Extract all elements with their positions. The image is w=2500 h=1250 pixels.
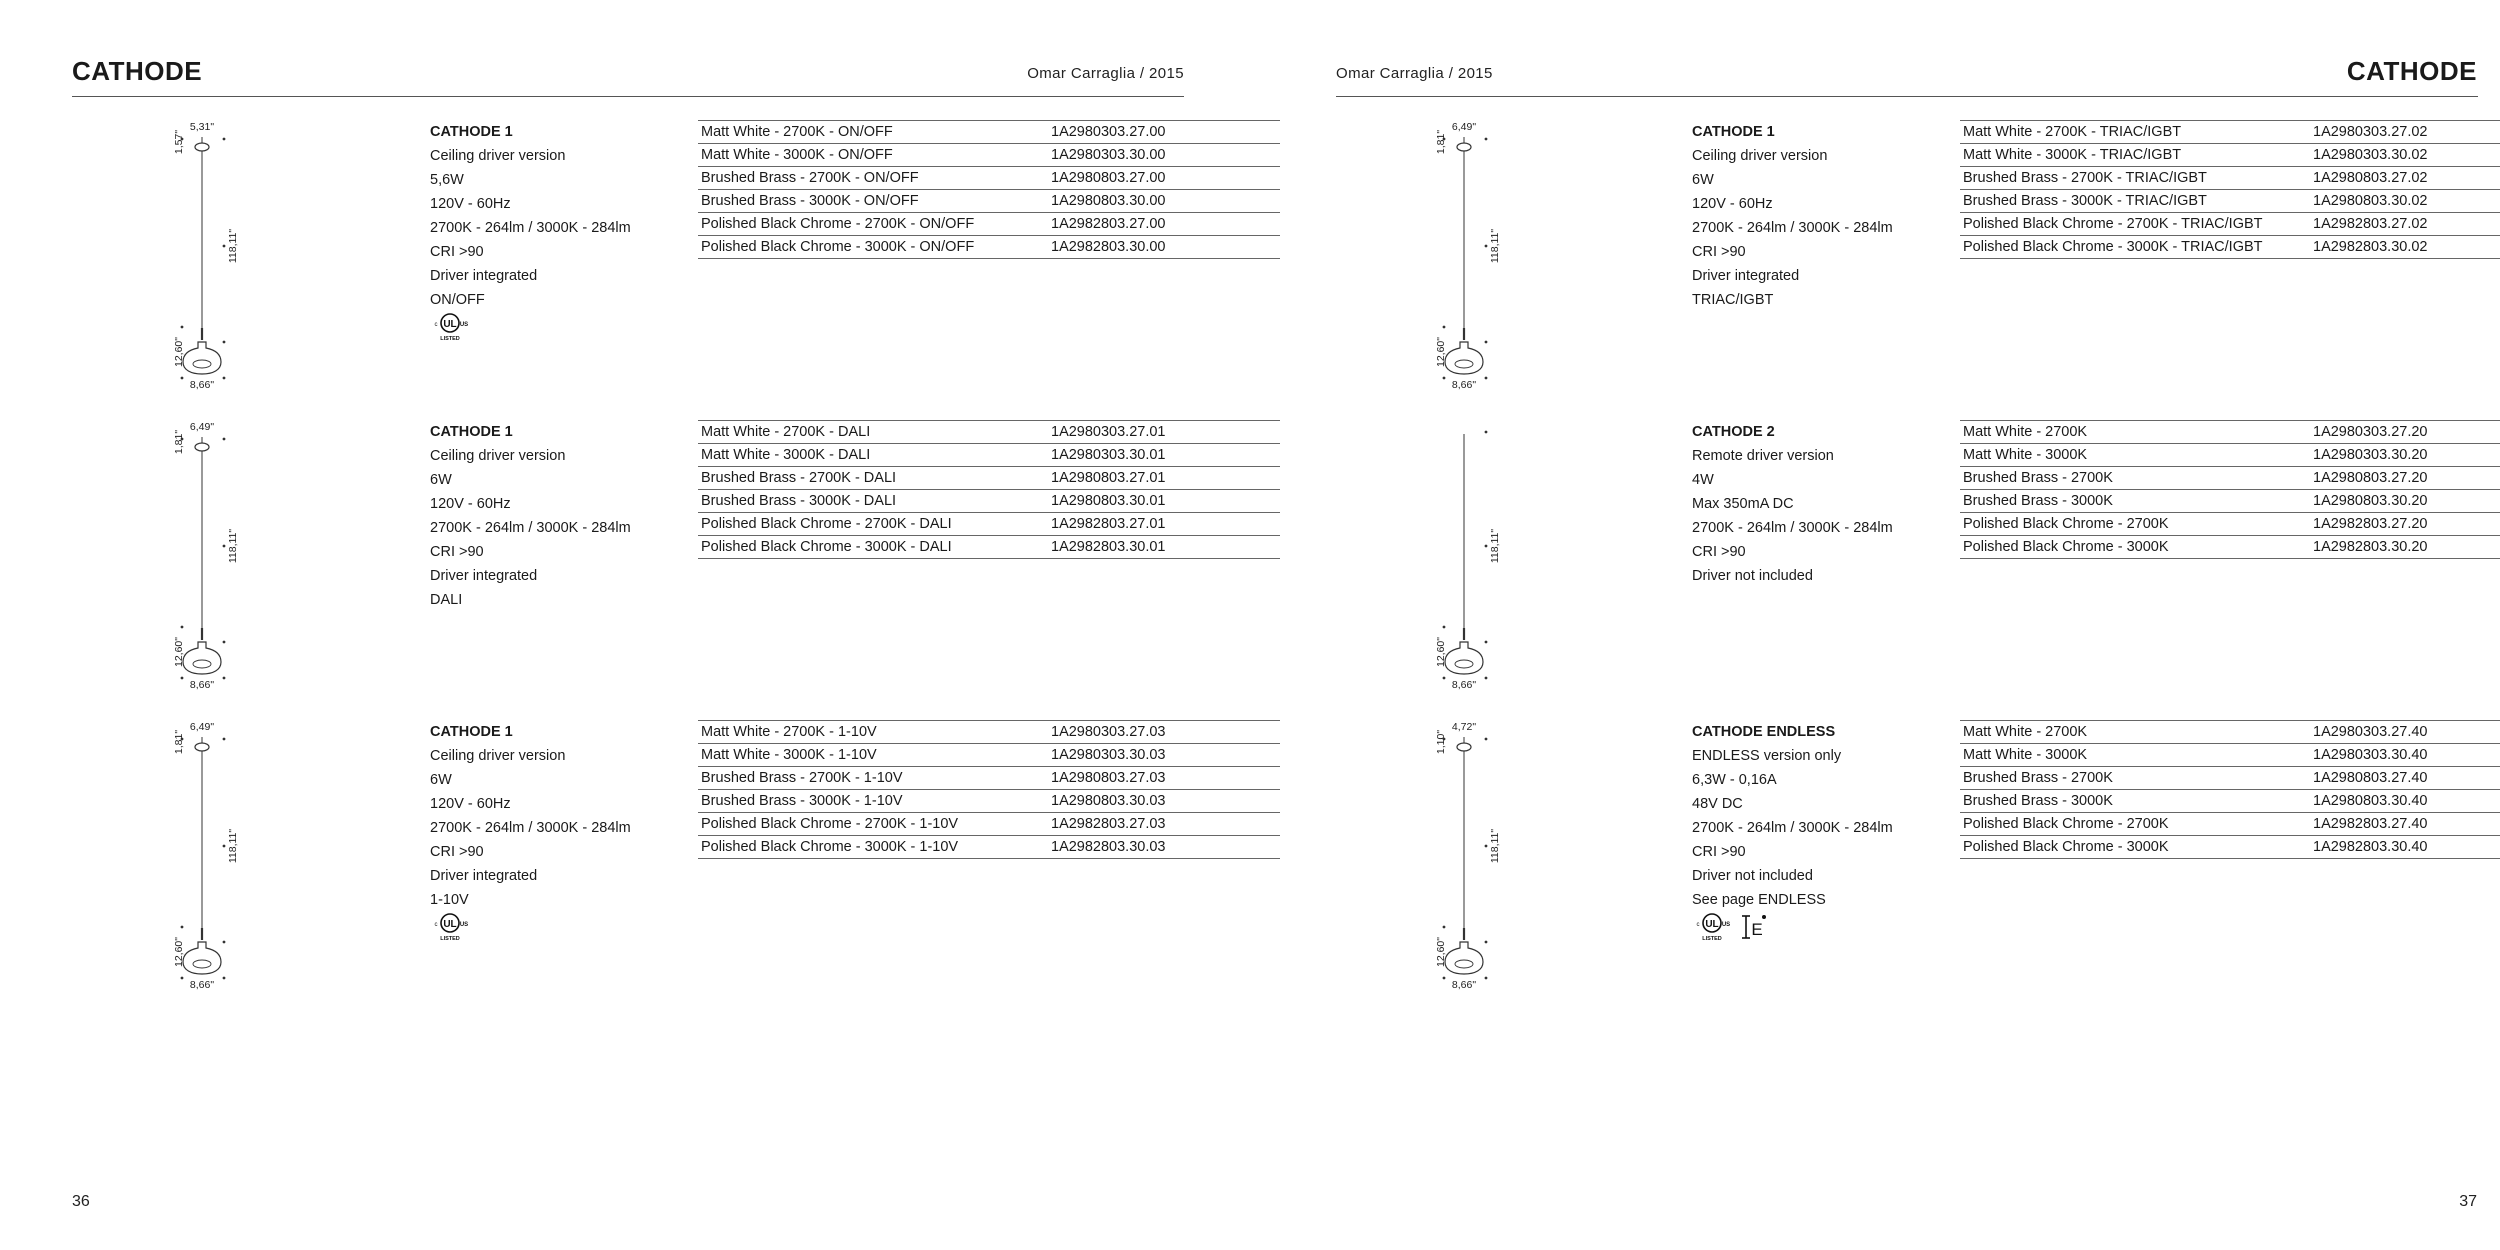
variant-label: Polished Black Chrome - 3000K - ON/OFF (701, 239, 975, 255)
page-right (1250, 0, 2500, 1250)
article-code: 1A2980803.30.00 (1051, 193, 1166, 209)
variant-label: Matt White - 3000K - ON/OFF (701, 147, 893, 163)
product-name: CATHODE 1 (430, 424, 513, 440)
article-code: 1A2980303.30.40 (2313, 747, 2428, 763)
spec-line: 2700K - 264lm / 3000K - 284lm (1692, 520, 1893, 536)
article-code: 1A2980303.30.03 (1051, 747, 1166, 763)
article-code: 1A2980803.30.40 (2313, 793, 2428, 809)
table-row (698, 190, 1280, 213)
dim-canopy-width: 5,31" (189, 121, 215, 133)
spec-line: Ceiling driver version (430, 448, 566, 464)
article-code: 1A2980803.27.01 (1051, 470, 1166, 486)
spec-line: Ceiling driver version (430, 148, 566, 164)
variant-label: Matt White - 3000K - 1-10V (701, 747, 877, 763)
dim-head-diameter: 8,66" (189, 979, 215, 990)
spec-line: 120V - 60Hz (430, 196, 511, 212)
table-row (698, 513, 1280, 536)
variant-label: Matt White - 2700K - TRIAC/IGBT (1963, 124, 2182, 140)
pendant-dimension-drawing (1430, 420, 1550, 690)
svg-text:LISTED: LISTED (440, 936, 460, 942)
page-number: 37 (2459, 1193, 2477, 1210)
certification-icons (430, 312, 695, 342)
table-row (698, 836, 1280, 859)
table-row (1960, 513, 2500, 536)
spec-line: 2700K - 264lm / 3000K - 284lm (1692, 820, 1893, 836)
table-row (1960, 536, 2500, 559)
table-row (698, 236, 1280, 259)
variant-label: Polished Black Chrome - 2700K (1963, 516, 2169, 532)
pendant-dimension-drawing (1430, 120, 1550, 390)
spec-line: 120V - 60Hz (430, 496, 511, 512)
dim-head-diameter: 8,66" (1451, 379, 1477, 390)
variant-label: Brushed Brass - 2700K - DALI (701, 470, 897, 486)
table-row (1960, 444, 2500, 467)
spec-line: CRI >90 (430, 244, 484, 260)
article-code: 1A2982803.27.01 (1051, 516, 1166, 532)
spec-line: Driver not included (1692, 568, 1813, 584)
designer-credit: Omar Carraglia / 2015 (1336, 65, 1493, 82)
spec-line: 2700K - 264lm / 3000K - 284lm (430, 520, 631, 536)
variant-label: Polished Black Chrome - 2700K - TRIAC/IGBT (1963, 216, 2263, 232)
spec-list (430, 120, 695, 342)
spec-line: CRI >90 (430, 844, 484, 860)
variant-table (1960, 720, 2500, 859)
dim-canopy-width: 6,49" (189, 721, 215, 733)
article-code: 1A2982803.27.00 (1051, 216, 1166, 232)
variant-label: Brushed Brass - 3000K (1963, 793, 2113, 809)
table-row (1960, 836, 2500, 859)
variant-label: Brushed Brass - 2700K - TRIAC/IGBT (1963, 170, 2207, 186)
spec-line: CRI >90 (1692, 844, 1746, 860)
page-title: CATHODE (72, 56, 203, 86)
product-block (1430, 420, 2500, 690)
spec-line: 2700K - 264lm / 3000K - 284lm (430, 220, 631, 236)
article-code: 1A2982803.30.00 (1051, 239, 1166, 255)
dim-canopy-width: 6,49" (189, 421, 215, 433)
variant-label: Polished Black Chrome - 3000K - 1-10V (701, 839, 959, 855)
article-code: 1A2982803.30.03 (1051, 839, 1166, 855)
article-code: 1A2980803.27.02 (2313, 170, 2428, 186)
spec-list (430, 420, 695, 612)
article-code: 1A2982803.27.02 (2313, 216, 2428, 232)
table-row (698, 421, 1280, 444)
spec-line: 4W (1692, 472, 1714, 488)
svg-text:LISTED: LISTED (1702, 936, 1722, 942)
variant-label: Polished Black Chrome - 2700K (1963, 816, 2169, 832)
article-code: 1A2980303.30.02 (2313, 147, 2428, 163)
table-row (698, 167, 1280, 190)
variant-label: Brushed Brass - 3000K - ON/OFF (701, 193, 919, 209)
product-name: CATHODE 1 (430, 124, 513, 140)
table-row (698, 490, 1280, 513)
variant-label: Matt White - 3000K - DALI (701, 447, 871, 463)
svg-text:LISTED: LISTED (440, 336, 460, 342)
spec-line: TRIAC/IGBT (1692, 292, 1774, 308)
table-row (1960, 190, 2500, 213)
article-code: 1A2980803.30.03 (1051, 793, 1166, 809)
table-row (698, 144, 1280, 167)
dim-cable-length: 118,11" (227, 528, 239, 564)
article-code: 1A2980803.30.01 (1051, 493, 1166, 509)
dim-cable-length: 118,11" (1489, 828, 1501, 864)
dim-canopy-height: 1,81" (173, 429, 185, 455)
spec-list (1692, 120, 1957, 312)
spec-line: 6,3W - 0,16A (1692, 772, 1777, 788)
table-row (698, 213, 1280, 236)
dim-head-diameter: 8,66" (189, 379, 215, 390)
table-row (1960, 121, 2500, 144)
variant-label: Matt White - 2700K - 1-10V (701, 724, 877, 740)
svg-text:c: c (434, 922, 438, 928)
article-code: 1A2982803.27.40 (2313, 816, 2428, 832)
table-row (1960, 236, 2500, 259)
pendant-dimension-drawing (168, 420, 288, 690)
spec-line: 2700K - 264lm / 3000K - 284lm (430, 820, 631, 836)
article-code: 1A2980303.30.01 (1051, 447, 1166, 463)
designer-credit: Omar Carraglia / 2015 (1027, 65, 1184, 82)
article-code: 1A2980303.27.40 (2313, 724, 2428, 740)
certification-icons (430, 912, 695, 942)
spec-line: 1-10V (430, 892, 469, 908)
table-row (698, 767, 1280, 790)
variant-table (1960, 420, 2500, 559)
table-row (698, 444, 1280, 467)
svg-text:UL: UL (443, 919, 457, 930)
table-row (698, 790, 1280, 813)
article-code: 1A2982803.30.20 (2313, 539, 2428, 555)
dim-canopy-width: 4,72" (1451, 721, 1477, 733)
pendant-dimension-drawing (168, 720, 288, 990)
spec-line: 6W (430, 772, 452, 788)
svg-text:E: E (1751, 920, 1763, 939)
variant-label: Brushed Brass - 2700K (1963, 470, 2113, 486)
page-number: 36 (72, 1193, 90, 1210)
spec-line: ON/OFF (430, 292, 485, 308)
variant-label: Matt White - 2700K - DALI (701, 424, 871, 440)
table-row (1960, 767, 2500, 790)
product-name: CATHODE 1 (1692, 124, 1775, 140)
spec-line: 2700K - 264lm / 3000K - 284lm (1692, 220, 1893, 236)
variant-label: Brushed Brass - 3000K - TRIAC/IGBT (1963, 193, 2207, 209)
dim-canopy-width: 6,49" (1451, 121, 1477, 133)
article-code: 1A2980803.27.20 (2313, 470, 2428, 486)
dim-head-height: 12,60" (1435, 636, 1447, 668)
table-row (698, 721, 1280, 744)
spec-line: CRI >90 (1692, 544, 1746, 560)
spec-line: Driver not included (1692, 868, 1813, 884)
dim-cable-length: 118,11" (1489, 228, 1501, 264)
table-row (1960, 213, 2500, 236)
dim-canopy-height: 1,81" (1435, 129, 1447, 155)
svg-text:UL: UL (443, 319, 457, 330)
dim-head-diameter: 8,66" (1451, 679, 1477, 690)
table-row (1960, 744, 2500, 767)
article-code: 1A2980803.27.03 (1051, 770, 1166, 786)
spec-list (1692, 420, 1957, 588)
product-block (168, 420, 1318, 690)
article-code: 1A2982803.30.02 (2313, 239, 2428, 255)
table-row (1960, 790, 2500, 813)
article-code: 1A2980803.30.20 (2313, 493, 2428, 509)
variant-label: Brushed Brass - 2700K (1963, 770, 2113, 786)
article-code: 1A2982803.27.03 (1051, 816, 1166, 832)
article-code: 1A2980303.30.20 (2313, 447, 2428, 463)
article-code: 1A2980303.27.03 (1051, 724, 1166, 740)
pendant-dimension-drawing (168, 120, 288, 390)
table-row (1960, 467, 2500, 490)
article-code: 1A2980803.27.40 (2313, 770, 2428, 786)
svg-text:US: US (1721, 922, 1731, 928)
spec-line: 120V - 60Hz (1692, 196, 1773, 212)
product-block (168, 720, 1318, 990)
spec-line: Driver integrated (1692, 268, 1800, 284)
dim-head-height: 12,60" (173, 636, 185, 668)
pendant-dimension-drawing (1430, 720, 1550, 990)
variant-label: Polished Black Chrome - 3000K (1963, 539, 2169, 555)
svg-text:c: c (434, 322, 438, 328)
page-title: CATHODE (2346, 56, 2477, 86)
spec-line: Remote driver version (1692, 448, 1834, 464)
dim-canopy-height: 1,10" (1435, 729, 1447, 755)
variant-label: Matt White - 3000K (1963, 447, 2088, 463)
spec-list (1692, 720, 1957, 942)
variant-label: Matt White - 3000K (1963, 747, 2088, 763)
dim-head-diameter: 8,66" (1451, 979, 1477, 990)
article-code: 1A2980303.30.00 (1051, 147, 1166, 163)
ul-listed-icon (1692, 912, 1734, 942)
table-row (1960, 813, 2500, 836)
dim-cable-length: 118,11" (227, 228, 239, 264)
variant-label: Brushed Brass - 3000K - DALI (701, 493, 897, 509)
variant-label: Polished Black Chrome - 2700K - ON/OFF (701, 216, 975, 232)
spec-line: Ceiling driver version (1692, 148, 1828, 164)
variant-label: Matt White - 2700K (1963, 424, 2088, 440)
spec-line: 6W (1692, 172, 1714, 188)
ul-listed-icon (430, 312, 472, 342)
svg-text:US: US (459, 322, 469, 328)
variant-label: Matt White - 2700K (1963, 724, 2088, 740)
variant-label: Brushed Brass - 3000K (1963, 493, 2113, 509)
spec-line: Ceiling driver version (430, 748, 566, 764)
spec-line: Max 350mA DC (1692, 496, 1794, 512)
dim-head-height: 12,60" (173, 336, 185, 368)
spec-list (430, 720, 695, 942)
spec-line: 48V DC (1692, 796, 1743, 812)
svg-text:c: c (1696, 922, 1700, 928)
product-block (1430, 120, 2500, 390)
variant-label: Polished Black Chrome - 2700K - DALI (701, 516, 952, 532)
article-code: 1A2982803.30.01 (1051, 539, 1166, 555)
table-row (1960, 144, 2500, 167)
article-code: 1A2980803.30.02 (2313, 193, 2428, 209)
product-name: CATHODE ENDLESS (1692, 724, 1836, 740)
spec-line: Driver integrated (430, 268, 538, 284)
table-row (698, 121, 1280, 144)
variant-label: Polished Black Chrome - 3000K - TRIAC/IGBT (1963, 239, 2263, 255)
spec-line: DALI (430, 592, 463, 608)
spec-line: Driver integrated (430, 568, 538, 584)
variant-label: Matt White - 3000K - TRIAC/IGBT (1963, 147, 2182, 163)
dim-canopy-height: 1,57" (173, 129, 185, 155)
svg-text:US: US (459, 922, 469, 928)
spec-line: CRI >90 (430, 544, 484, 560)
dim-cable-length: 118,11" (227, 828, 239, 864)
svg-text:UL: UL (1705, 919, 1719, 930)
dim-cable-length: 118,11" (1489, 528, 1501, 564)
spec-line: 120V - 60Hz (430, 796, 511, 812)
table-row (1960, 490, 2500, 513)
variant-label: Polished Black Chrome - 3000K (1963, 839, 2169, 855)
spec-line: See page ENDLESS (1692, 892, 1826, 908)
table-row (698, 536, 1280, 559)
product-name: CATHODE 1 (430, 724, 513, 740)
variant-table (1960, 120, 2500, 259)
dim-head-height: 12,60" (1435, 336, 1447, 368)
dim-head-height: 12,60" (1435, 936, 1447, 968)
spec-line: Driver integrated (430, 868, 538, 884)
table-row (1960, 421, 2500, 444)
product-block (1430, 720, 2500, 990)
article-code: 1A2980303.27.01 (1051, 424, 1166, 440)
table-row (1960, 167, 2500, 190)
article-code: 1A2982803.27.20 (2313, 516, 2428, 532)
variant-table (698, 720, 1280, 859)
product-block (168, 120, 1318, 390)
variant-table (698, 420, 1280, 559)
product-name: CATHODE 2 (1692, 424, 1775, 440)
table-row (698, 467, 1280, 490)
ul-listed-icon (430, 912, 472, 942)
table-row (698, 744, 1280, 767)
spec-line: 5,6W (430, 172, 464, 188)
article-code: 1A2980303.27.00 (1051, 124, 1166, 140)
table-row (698, 813, 1280, 836)
variant-label: Brushed Brass - 2700K - ON/OFF (701, 170, 919, 186)
certification-icons (1692, 912, 1957, 942)
spec-line: CRI >90 (1692, 244, 1746, 260)
dim-head-diameter: 8,66" (189, 679, 215, 690)
spec-line: ENDLESS version only (1692, 748, 1842, 764)
variant-label: Matt White - 2700K - ON/OFF (701, 124, 893, 140)
variant-table (698, 120, 1280, 259)
article-code: 1A2980303.27.20 (2313, 424, 2428, 440)
article-code: 1A2980303.27.02 (2313, 124, 2428, 140)
header-rule (1336, 96, 2478, 97)
dim-head-height: 12,60" (173, 936, 185, 968)
article-code: 1A2982803.30.40 (2313, 839, 2428, 855)
endless-icon (1740, 912, 1768, 942)
article-code: 1A2980803.27.00 (1051, 170, 1166, 186)
dim-canopy-height: 1,81" (173, 729, 185, 755)
variant-label: Brushed Brass - 3000K - 1-10V (701, 793, 903, 809)
variant-label: Brushed Brass - 2700K - 1-10V (701, 770, 903, 786)
header-rule (72, 96, 1184, 97)
variant-label: Polished Black Chrome - 3000K - DALI (701, 539, 952, 555)
spec-line: 6W (430, 472, 452, 488)
variant-label: Polished Black Chrome - 2700K - 1-10V (701, 816, 959, 832)
table-row (1960, 721, 2500, 744)
